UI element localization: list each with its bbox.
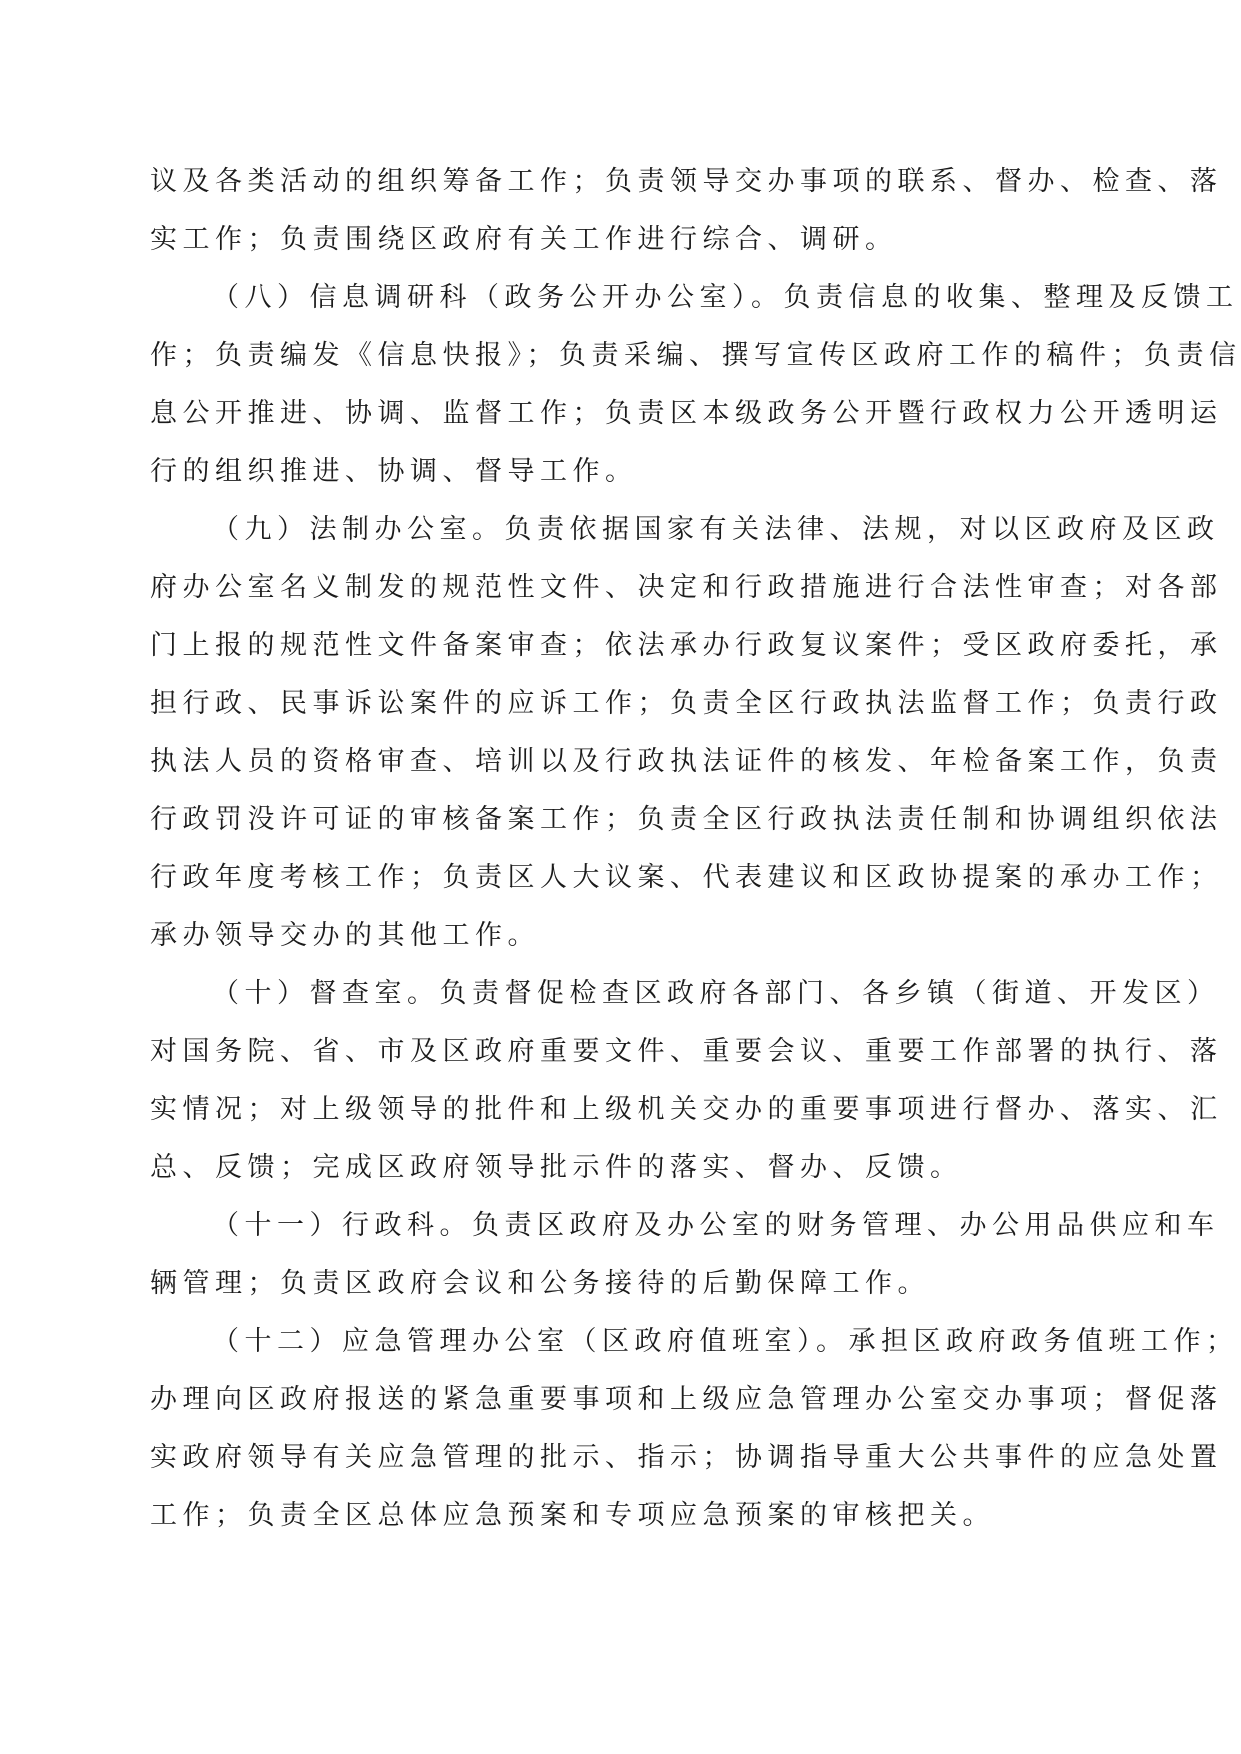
text-line: 承办领导交办的其他工作。 [150, 920, 540, 951]
text-line: 府办公室名义制发的规范性文件、决定和行政措施进行合法性审查；对各部 [150, 572, 1223, 603]
text-line: 办理向区政府报送的紧急重要事项和上级应急管理办公室交办事项；督促落 [150, 1384, 1223, 1415]
text-line: （十一）行政科。负责区政府及办公室的财务管理、办公用品供应和车 [212, 1210, 1220, 1241]
text-line: 行政年度考核工作；负责区人大议案、代表建议和区政协提案的承办工作； [150, 862, 1223, 893]
text-line: 工作；负责全区总体应急预案和专项应急预案的审核把关。 [150, 1500, 995, 1531]
text-line: 行的组织推进、协调、督导工作。 [150, 456, 638, 487]
text-line: 议及各类活动的组织筹备工作；负责领导交办事项的联系、督办、检查、落 [150, 166, 1223, 197]
text-line: 门上报的规范性文件备案审查；依法承办行政复议案件；受区政府委托，承 [150, 630, 1223, 661]
text-line: 行政罚没许可证的审核备案工作；负责全区行政执法责任制和协调组织依法 [150, 804, 1223, 835]
text-line: 总、反馈；完成区政府领导批示件的落实、督办、反馈。 [150, 1152, 963, 1183]
paragraph-section-12 [150, 1313, 1239, 1545]
paragraph-continuation [150, 153, 1223, 269]
text-line: 实工作；负责围绕区政府有关工作进行综合、调研。 [150, 224, 898, 255]
text-line: （九）法制办公室。负责依据国家有关法律、法规，对以区政府及区政 [212, 514, 1220, 545]
text-line: 实情况；对上级领导的批件和上级机关交办的重要事项进行督办、落实、汇 [150, 1094, 1223, 1125]
text-line: 对国务院、省、市及区政府重要文件、重要会议、重要工作部署的执行、落 [150, 1036, 1223, 1067]
text-line: 息公开推进、协调、监督工作；负责区本级政务公开暨行政权力公开透明运 [150, 398, 1223, 429]
text-line: （十）督查室。负责督促检查区政府各部门、各乡镇（街道、开发区） [212, 978, 1220, 1009]
text-line: 作；负责编发《信息快报》；负责采编、撰写宣传区政府工作的稿件；负责信 [150, 340, 1241, 371]
text-line: （八）信息调研科（政务公开办公室）。负责信息的收集、整理及反馈工 [212, 282, 1239, 313]
paragraph-section-9 [150, 501, 1223, 965]
text-line: 执法人员的资格审查、培训以及行政执法证件的核发、年检备案工作，负责 [150, 746, 1223, 777]
text-line: （十二）应急管理办公室（区政府值班室）。承担区政府政务值班工作； [212, 1326, 1239, 1357]
text-line: 实政府领导有关应急管理的批示、指示；协调指导重大公共事件的应急处置 [150, 1442, 1223, 1473]
text-line: 辆管理；负责区政府会议和公务接待的后勤保障工作。 [150, 1268, 930, 1299]
text-line: 担行政、民事诉讼案件的应诉工作；负责全区行政执法监督工作；负责行政 [150, 688, 1223, 719]
paragraph-section-11 [150, 1197, 1220, 1313]
document-body [150, 153, 1241, 1545]
paragraph-section-10 [150, 965, 1223, 1197]
paragraph-section-8 [150, 269, 1241, 501]
